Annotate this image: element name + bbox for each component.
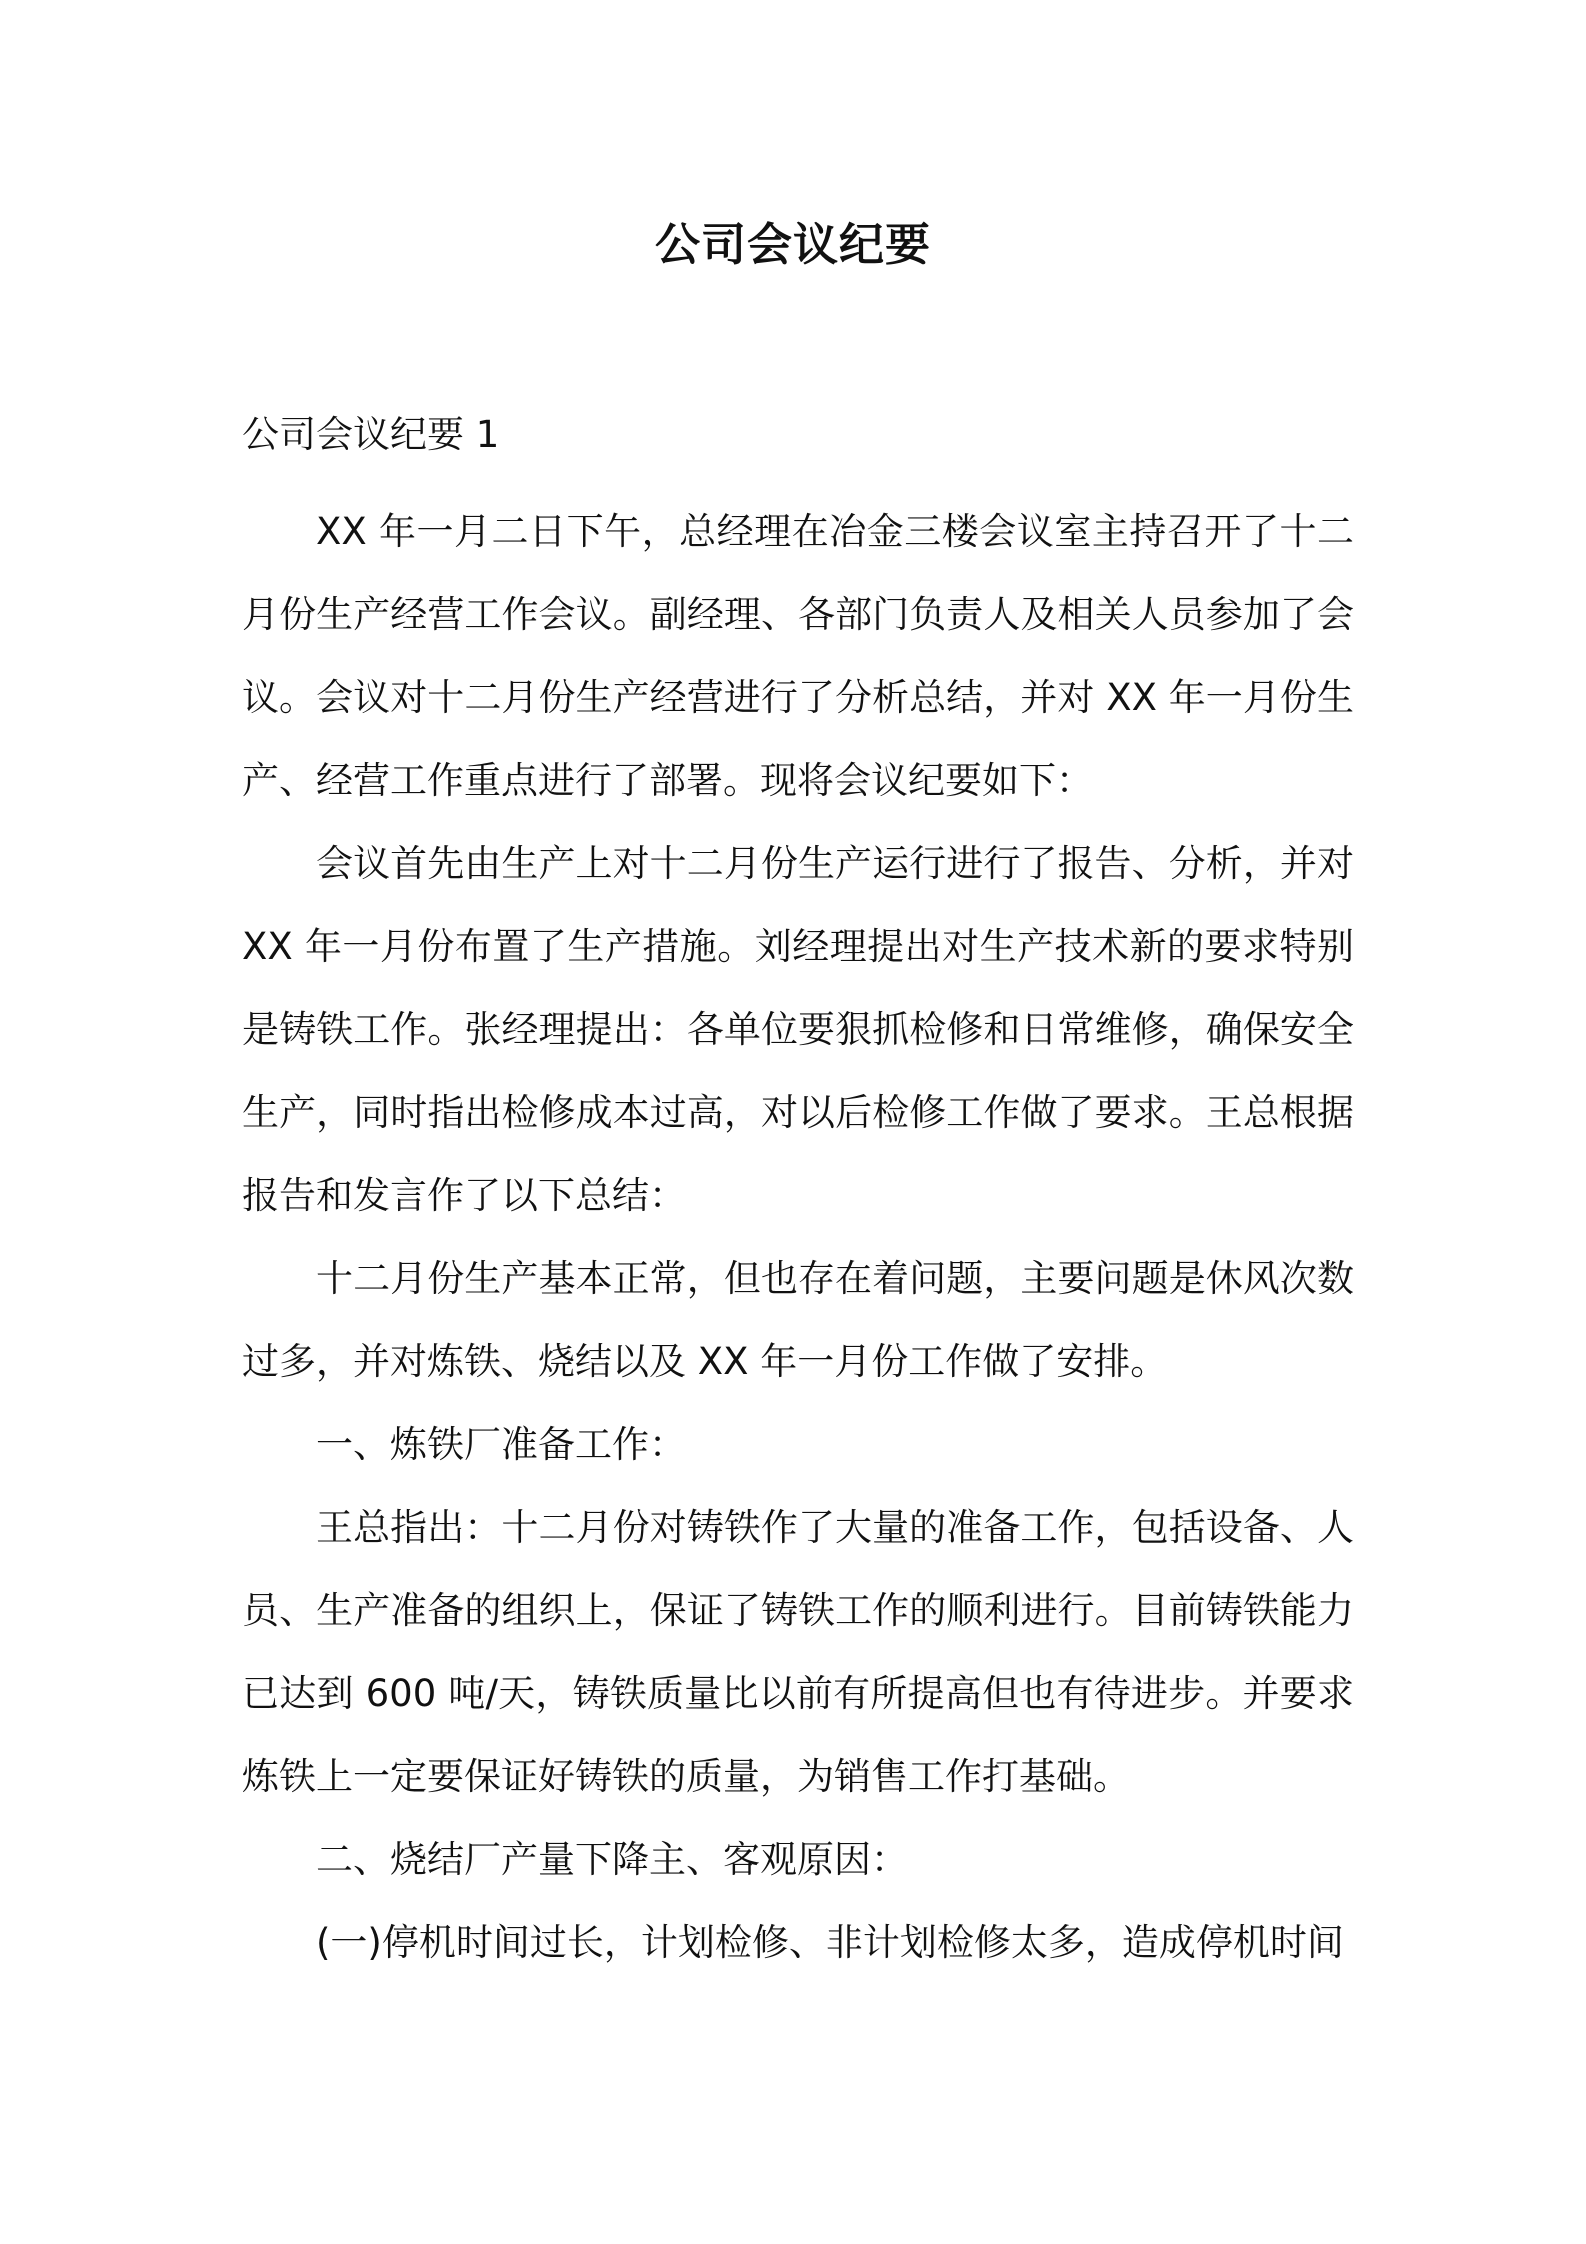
document-body <box>242 490 1354 1984</box>
subheading-sintering: 二、烧结厂产量下降主、客观原因： <box>316 1838 908 1881</box>
paragraph-cast-iron: 王总指出：十二月份对铸铁作了大量的准备工作，包括设备、人员、生产准备的组织上，保证了铸铁工作的顺利进行。目前铸铁能力已达到 600 吨/天，铸铁质量比以前有所提高但也有待进步。并要求炼铁上一定要保证好铸铁的质量，为销售工作打基础。 <box>242 1506 1354 1798</box>
paragraph-production-report: 会议首先由生产上对十二月份生产运行进行了报告、分析，并对 XX 年一月份布置了生产措施。刘经理提出对生产技术新的要求特别是铸铁工作。张经理提出：各单位要狠抓检修和日常维修，确保安全生产，同时指出检修成本过高，对以后检修工作做了要求。王总根据报告和发言作了以下总结： <box>242 842 1354 1217</box>
document-title: 公司会议纪要 <box>654 218 931 271</box>
paragraph-meeting-intro: XX 年一月二日下午，总经理在冶金三楼会议室主持召开了十二月份生产经营工作会议。副经理、各部门负责人及相关人员参加了会议。会议对十二月份生产经营进行了分析总结，并对 XX 年一月份生产、经营工作重点进行了部署。现将会议纪要如下： <box>242 510 1354 802</box>
section-heading: 公司会议纪要 1 <box>242 413 500 456</box>
paragraph-december-summary: 十二月份生产基本正常，但也存在着问题，主要问题是休风次数过多，并对炼铁、烧结以及 XX 年一月份工作做了安排。 <box>242 1257 1354 1383</box>
subheading-ironworks: 一、炼铁厂准备工作： <box>316 1423 686 1466</box>
paragraph-downtime: (一)停机时间过长，计划检修、非计划检修太多，造成停机时间 <box>316 1921 1344 1964</box>
